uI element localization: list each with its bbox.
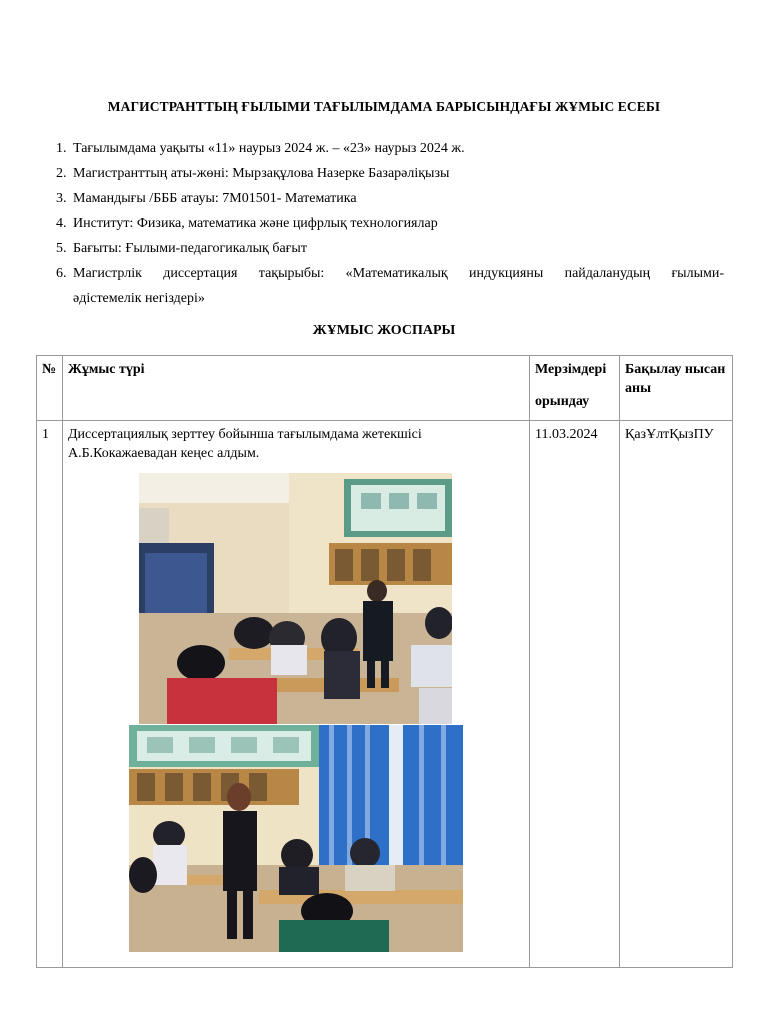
- row-work-type: Диссертациялық зерттеу бойынша тағылымдама жетекшісі А.Б.Кокажаевадан кеңес алдым.: [63, 421, 530, 968]
- info-item: 6. Магистрлік диссертация тақырыбы: «Математикалық индукцияны пайдаланудың ғылыми- әдістемелік негіздері»: [56, 261, 724, 311]
- thesis-topic-line1: Магистрлік диссертация тақырыбы: «Математикалық индукцияны пайдаланудың ғылыми-: [73, 266, 724, 281]
- classroom-photo-2-image: [129, 725, 463, 952]
- info-item-text: Мамандығы /БББ атауы: 7М01501- Математика: [73, 191, 357, 206]
- row-date: 11.03.2024: [530, 421, 620, 968]
- info-list: [56, 136, 724, 311]
- thesis-topic-line2: әдістемелік негіздері»: [73, 291, 205, 306]
- row-num: 1: [37, 421, 63, 968]
- classroom-photo-2: [129, 725, 463, 952]
- plan-title: ЖҰМЫС ЖОСПАРЫ: [312, 323, 456, 338]
- info-item-text: Магистранттың аты-жөні: Мырзақұлова Назерке Базарәліқызы: [73, 166, 450, 181]
- info-item-text: Институт: Физика, математика және цифрлық технологиялар: [73, 216, 438, 231]
- header-work-type: Жұмыс түрі: [63, 356, 530, 421]
- row-control: ҚазҰлтҚызПУ: [620, 421, 733, 968]
- info-item: 2. Магистранттың аты-жөні: Мырзақұлова Назерке Базарәліқызы: [56, 166, 450, 181]
- info-item-text: Тағылымдама уақыты «11» наурыз 2024 ж. – «23» наурыз 2024 ж.: [73, 141, 465, 156]
- info-item: 1. Тағылымдама уақыты «11» наурыз 2024 ж. – «23» наурыз 2024 ж.: [56, 141, 465, 156]
- info-item: 5. Бағыты: Ғылыми-педагогикалық бағыт: [56, 241, 307, 256]
- classroom-photo-1: [139, 473, 452, 724]
- info-item: 4. Институт: Физика, математика және цифрлық технологиялар: [56, 216, 438, 231]
- header-num: №: [37, 356, 63, 421]
- table-header-row: [37, 356, 733, 421]
- header-control-form: Бақылау нысан аны: [620, 356, 733, 421]
- report-title: МАГИСТРАНТТЫҢ ҒЫЛЫМИ ТАҒЫЛЫМДАМА БАРЫСЫНДАҒЫ ЖҰМЫС ЕСЕБІ: [107, 99, 661, 114]
- info-item-text: Бағыты: Ғылыми-педагогикалық бағыт: [73, 241, 307, 256]
- classroom-photo-1-image: [139, 473, 452, 724]
- info-item: 3. Мамандығы /БББ атауы: 7М01501- Математика: [56, 191, 357, 206]
- header-deadline: Мерзімдері орындау: [530, 356, 620, 421]
